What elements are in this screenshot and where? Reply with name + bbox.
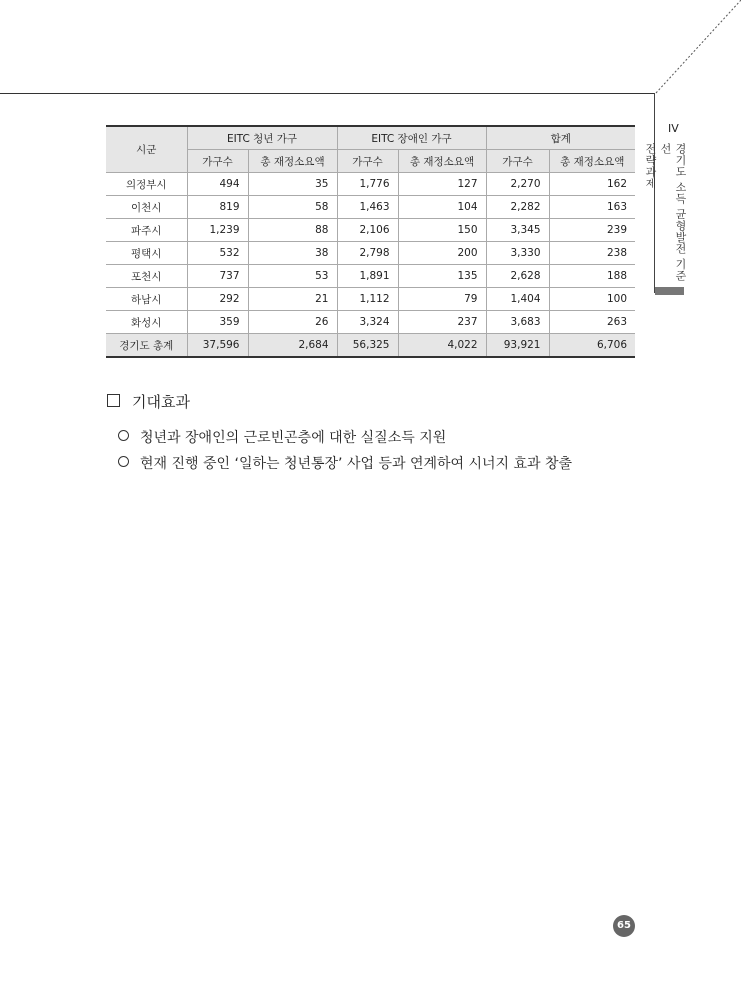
circle-bullet-icon [118,456,129,467]
bullet-text: 청년과 장애인의 근로빈곤층에 대한 실질소득 지원 [140,430,447,446]
cell: 26 [248,311,337,334]
cell: 58 [248,196,337,219]
cell: 21 [248,288,337,311]
cell: 359 [187,311,248,334]
cell: 1,404 [486,288,549,311]
header-region: 시군 [106,126,187,173]
cell: 819 [187,196,248,219]
square-bullet-icon [107,394,120,407]
total-row [106,334,635,358]
cell: 532 [187,242,248,265]
cell: 263 [549,311,635,334]
row-region: 파주시 [106,219,187,242]
cell: 1,776 [337,173,398,196]
subheader: 가구수 [486,150,549,173]
bullet-item [118,427,446,447]
cell: 104 [398,196,486,219]
page-number: 65 [613,915,635,937]
section-heading [107,391,190,412]
row-region: 이천시 [106,196,187,219]
cell: 162 [549,173,635,196]
cell: 2,684 [248,334,337,358]
cell: 494 [187,173,248,196]
table-row [106,311,635,334]
cell: 1,891 [337,265,398,288]
cell: 1,463 [337,196,398,219]
cell: 239 [549,219,635,242]
cell: 237 [398,311,486,334]
cell: 100 [549,288,635,311]
cell: 2,798 [337,242,398,265]
cell: 127 [398,173,486,196]
cell: 6,706 [549,334,635,358]
cell: 150 [398,219,486,242]
subheader: 총 재정소요액 [398,150,486,173]
cell: 37,596 [187,334,248,358]
eitc-table [106,125,635,358]
side-chapter-title [644,143,688,283]
side-marker-bar [655,287,684,295]
cell: 188 [549,265,635,288]
cell: 292 [187,288,248,311]
total-label: 경기도 총계 [106,334,187,358]
circle-bullet-icon [118,430,129,441]
cell: 3,683 [486,311,549,334]
side-title-line2: 전략과제 [644,143,657,189]
subheader: 총 재정소요액 [549,150,635,173]
cell: 2,628 [486,265,549,288]
cell: 238 [549,242,635,265]
cell: 200 [398,242,486,265]
table-row [106,196,635,219]
subheader: 가구수 [187,150,248,173]
cell: 38 [248,242,337,265]
subheader: 가구수 [337,150,398,173]
header-group-total: 합계 [486,126,635,150]
cell: 1,112 [337,288,398,311]
table-row [106,265,635,288]
row-region: 포천시 [106,265,187,288]
cell: 35 [248,173,337,196]
row-region: 의정부시 [106,173,187,196]
cell: 2,106 [337,219,398,242]
cell: 163 [549,196,635,219]
cell: 737 [187,265,248,288]
chapter-number: IV [668,122,679,135]
cell: 3,330 [486,242,549,265]
header-group-youth: EITC 청년 가구 [187,126,337,150]
corner-dashed-line [650,0,741,100]
cell: 3,324 [337,311,398,334]
cell: 88 [248,219,337,242]
row-region: 평택시 [106,242,187,265]
cell: 2,270 [486,173,549,196]
row-region: 화성시 [106,311,187,334]
cell: 53 [248,265,337,288]
cell: 135 [398,265,486,288]
header-group-disabled: EITC 장애인 가구 [337,126,486,150]
table-row [106,173,635,196]
table-row [106,288,635,311]
bullet-text: 현재 진행 중인 ‘일하는 청년통장’ 사업 등과 연계하여 시너지 효과 창출 [140,456,573,472]
cell: 93,921 [486,334,549,358]
cell: 2,282 [486,196,549,219]
bullet-item [118,453,572,473]
section-heading-text: 기대효과 [132,393,190,411]
cell: 3,345 [486,219,549,242]
table-row [106,242,635,265]
cell: 79 [398,288,486,311]
table-row [106,219,635,242]
cell: 4,022 [398,334,486,358]
cell: 1,239 [187,219,248,242]
side-title-line1: 경기도 소득 균형발전 기준선 [659,143,687,282]
header-rule [0,93,655,94]
row-region: 하남시 [106,288,187,311]
subheader: 총 재정소요액 [248,150,337,173]
cell: 56,325 [337,334,398,358]
